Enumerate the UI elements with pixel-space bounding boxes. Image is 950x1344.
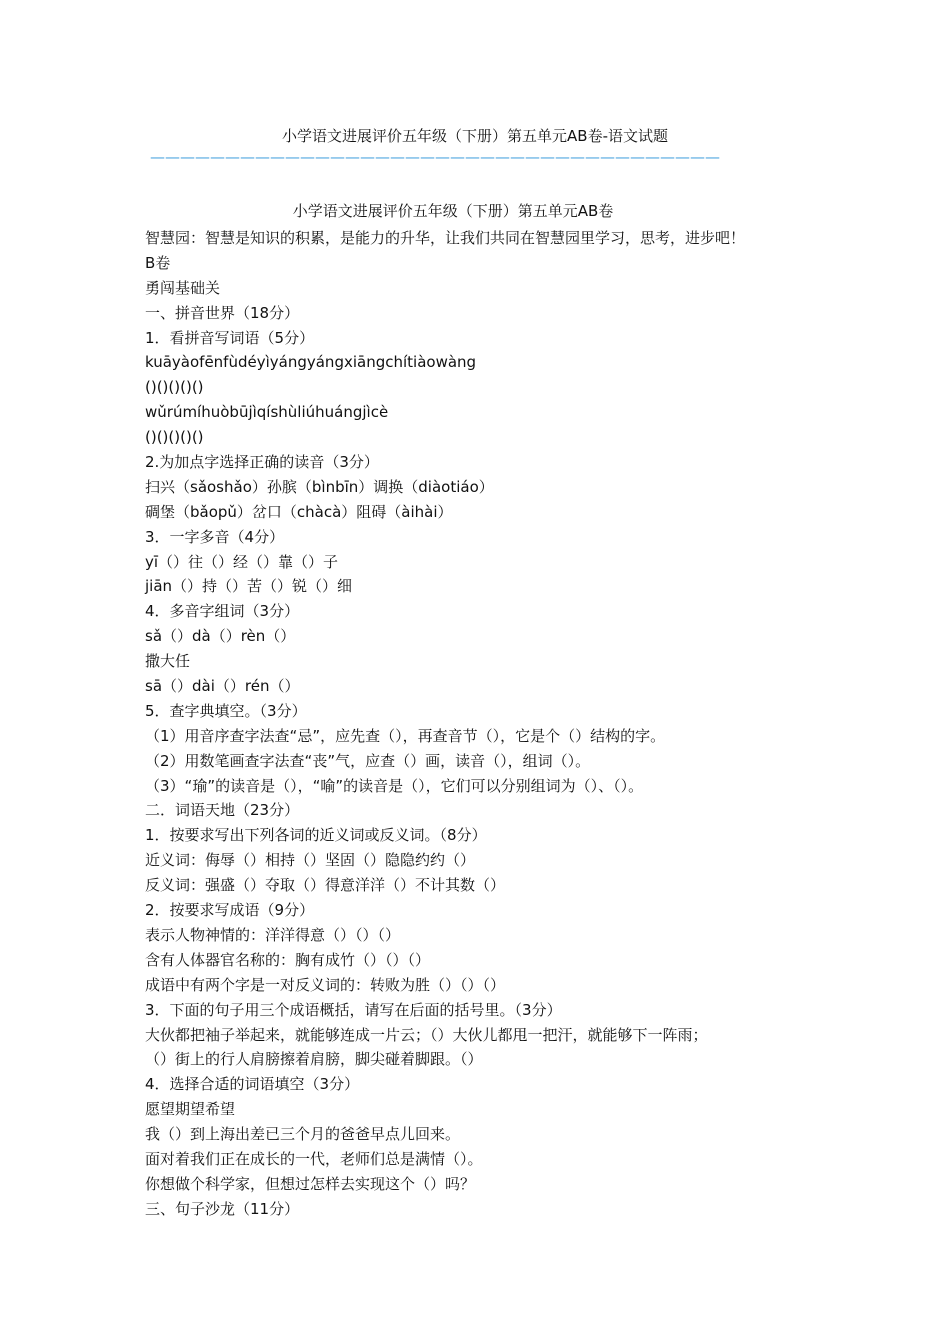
text-line: 你想做个科学家，但想过怎样去实现这个（）吗？	[145, 1174, 476, 1193]
header-title: 小学语文进展评价五年级（下册）第五单元AB卷-语文试题	[282, 127, 668, 145]
text-line: （3）“瑜”的读音是（），“喻”的读音是（），它们可以分别组词为（）、（）。	[145, 776, 644, 795]
text-line: 撒大任	[145, 652, 191, 671]
text-line: 大伙都把袖子举起来，就能够连成一片云；（）大伙儿都甩一把汗，就能够下一阵雨；	[145, 1025, 708, 1044]
header-divider: ——————————————————————————————————————	[150, 148, 720, 166]
text-line: 3．下面的句子用三个成语概括，请写在后面的括号里。（3分）	[145, 1000, 562, 1019]
document-body	[145, 226, 845, 1222]
text-line: 2．按要求写成语（9分）	[145, 901, 315, 920]
text-line: yī（）往（）经（）靠（）子	[145, 552, 339, 571]
text-line: 一、拼音世界（18分）	[145, 303, 300, 322]
text-line: 面对着我们正在成长的一代，老师们总是满情（）。	[145, 1149, 483, 1168]
text-line: 反义词：强盛（）夺取（）得意洋洋（）不计其数（）	[145, 876, 506, 895]
text-line: kuāyàofēnfùdéyìyángyángxiāngchítiàowàng	[145, 353, 477, 372]
text-line: 三、句子沙龙（11分）	[145, 1199, 300, 1218]
text-line: 成语中有两个字是一对反义词的：转败为胜（）（）（）	[145, 975, 506, 994]
text-line: ()()()()()	[145, 428, 204, 447]
text-line: 扫兴（sǎoshǎo）孙膑（bìnbīn）调换（diàotiáo）	[145, 477, 494, 496]
text-line: （）街上的行人肩膀擦着肩膀，脚尖碰着脚跟。（）	[145, 1050, 483, 1069]
text-line: （2）用数笔画查字法查“丧”气，应查（）画，读音（），组词（）。	[145, 751, 591, 770]
text-line: 我（）到上海出差已三个月的爸爸早点儿回来。	[145, 1125, 461, 1144]
text-line: B卷	[145, 253, 171, 272]
text-line: （1）用音序查字法查“忌”，应先查（），再查音节（），它是个（）结构的字。	[145, 726, 666, 745]
text-line: ()()()()()	[145, 378, 204, 397]
text-line: sā（）dài（）rén（）	[145, 677, 300, 696]
text-line: wǔrúmíhuòbūjìqíshùliúhuángjìcè	[145, 403, 389, 422]
text-line: jiān（）持（）苦（）锐（）细	[145, 577, 353, 596]
text-line: 2.为加点字选择正确的读音（3分）	[145, 453, 379, 472]
text-line: sǎ（）dà（）rèn（）	[145, 627, 296, 646]
text-line: 碉堡（bǎopǔ）岔口（chàcà）阻碍（àihài）	[145, 502, 453, 521]
text-line: 近义词：侮辱（）相持（）坚固（）隐隐约约（）	[145, 851, 476, 870]
document-title: 小学语文进展评价五年级（下册）第五单元AB卷	[292, 202, 614, 220]
text-line: 表示人物神情的：洋洋得意（）（）（）	[145, 925, 401, 944]
text-line: 二．词语天地（23分）	[145, 801, 300, 820]
text-line: 1．看拼音写词语（5分）	[145, 328, 315, 347]
text-line: 4．多音字组词（3分）	[145, 602, 300, 621]
text-line: 智慧园：智慧是知识的积累，是能力的升华，让我们共同在智慧园里学习，思考，进步吧！	[145, 229, 746, 247]
text-line: 3．一字多音（4分）	[145, 527, 285, 546]
text-line: 5．查字典填空。（3分）	[145, 701, 307, 720]
text-line: 1．按要求写出下列各词的近义词或反义词。（8分）	[145, 826, 487, 845]
text-line: 4．选择合适的词语填空（3分）	[145, 1075, 360, 1094]
text-line: 含有人体器官名称的：胸有成竹（）（）（）	[145, 950, 431, 969]
text-line: 勇闯基础关	[145, 278, 221, 297]
text-line: 愿望期望希望	[145, 1100, 236, 1119]
